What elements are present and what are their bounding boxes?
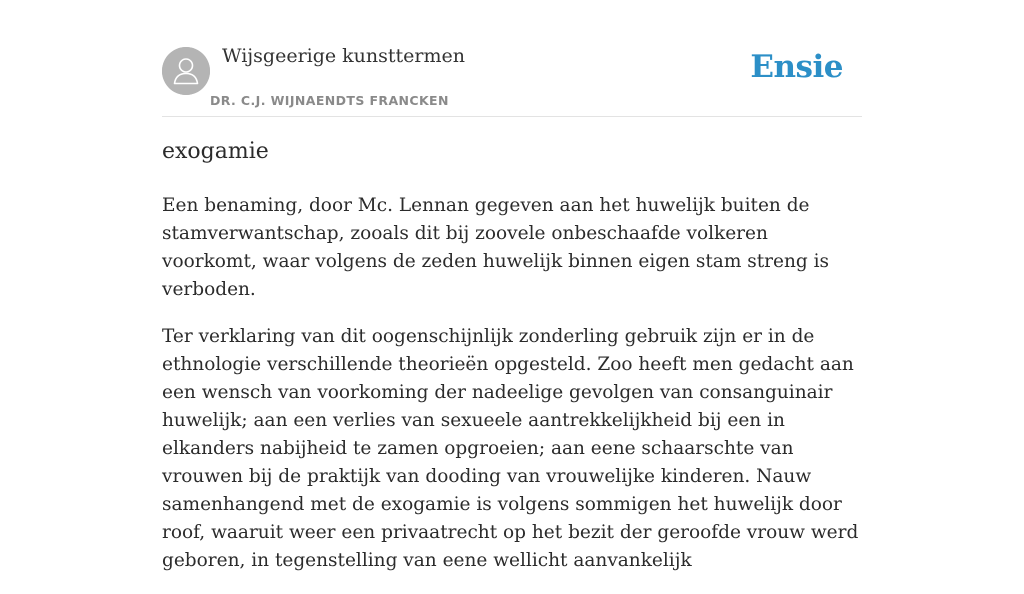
entry-content <box>162 192 862 594</box>
user-icon <box>162 47 210 95</box>
author-avatar[interactable] <box>162 47 210 95</box>
entry-paragraph: Ter verklaring van dit oogenschijnlijk zonderling gebruik zijn er in de ethnologie verschillende theorieën opgesteld. Zoo heeft men gedacht aan een wensch van voorkoming der nadeelige gevolgen van consanguinair huwelijk; aan een verlies van sexueele aantrekkelijkheid bij een in elkanders nabijheid te zamen opgroeien; aan eene schaarschte van vrouwen bij de praktijk van dooding van vrouwelijke kinderen. Nauw samenhangend met de exogamie is volgens sommigen het huwelijk door roof, waaruit weer een privaatrecht op het bezit der geroofde vrouw werd geboren, in tegenstelling van eene wellicht aanvankelijk <box>162 326 859 571</box>
ensie-logo[interactable]: Ensie <box>750 49 843 85</box>
book-title-link[interactable]: Wijsgeerige kunsttermen <box>222 45 466 67</box>
header <box>162 0 862 117</box>
page <box>162 0 862 571</box>
entry-paragraph: Een benaming, door Mc. Lennan gegeven aan het huwelijk buiten de stamverwantschap, zooals dit bij zoovele onbeschaafde volkeren voorkomt, waar volgens de zeden huwelijk binnen eigen stam streng is verboden. <box>162 195 830 300</box>
entry-title: exogamie <box>162 139 269 164</box>
author-name[interactable]: DR. C.J. WIJNAENDTS FRANCKEN <box>210 93 449 108</box>
